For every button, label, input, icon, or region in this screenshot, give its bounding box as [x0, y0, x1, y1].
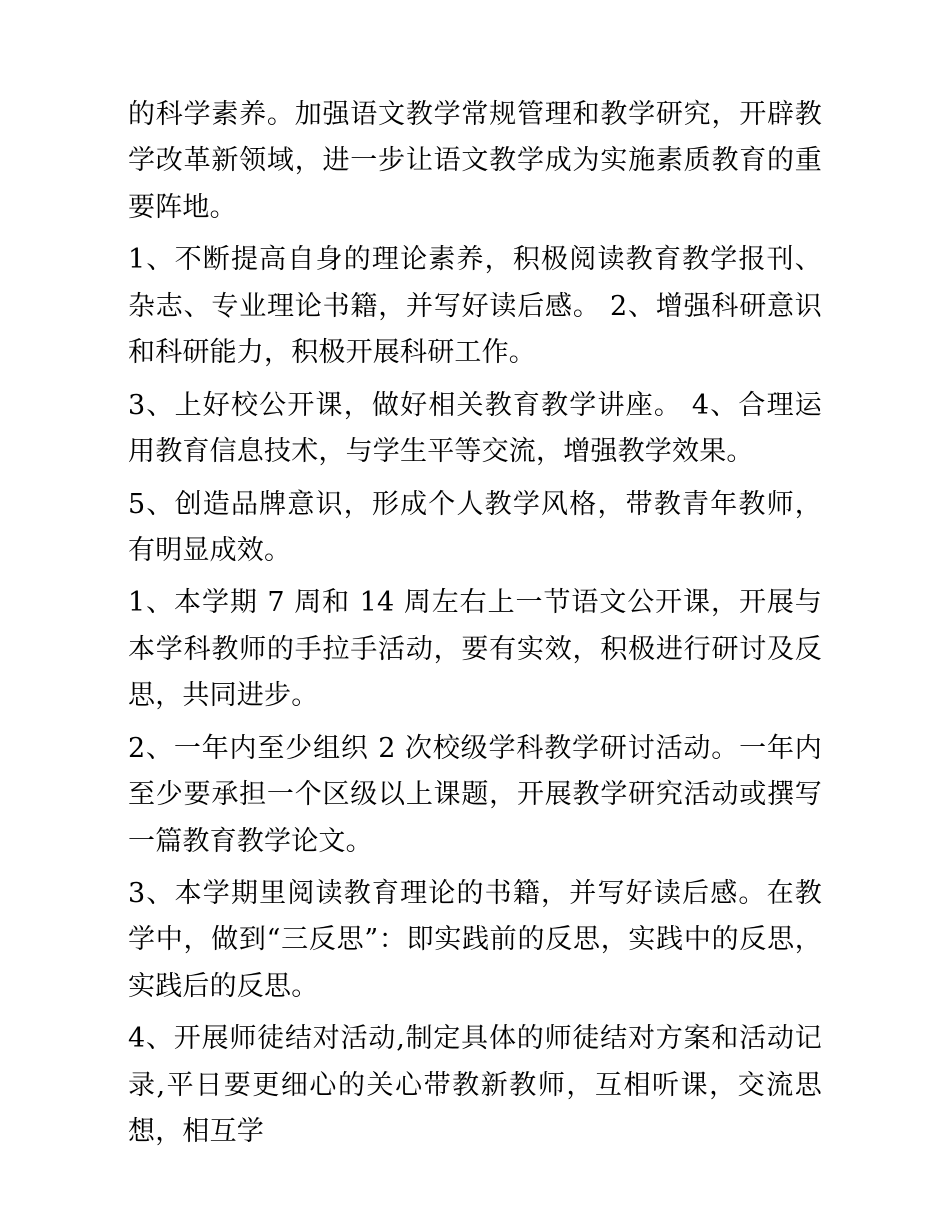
paragraph: 3、本学期里阅读教育理论的书籍，并写好读后感。在教学中，做到“三反思”：即实践前的反思，实践中的反思，实践后的反思。 — [128, 878, 822, 1002]
paragraph: 2、一年内至少组织 2 次校级学科教学研讨活动。一年内至少要承担一个区级以上课题，开展教学研究活动或撰写一篇教育教学论文。 — [128, 732, 822, 857]
paragraph: 4、开展师徒结对活动,制定具体的师徒结对方案和活动记录,平日要更细心的关心带教新教师，互相听课，交流思想，相互学 — [128, 1023, 822, 1148]
paragraph: 3、上好校公开课，做好相关教育教学讲座。 4、合理运用教育信息技术，与学生平等交流，增强教学效果。 — [128, 389, 822, 468]
paragraph: 1、不断提高自身的理论素养，积极阅读教育教学报刊、杂志、专业理论书籍，并写好读后感。 2、增强科研意识和科研能力，积极开展科研工作。 — [128, 244, 822, 369]
paragraph: 的科学素养。加强语文教学常规管理和教学研究，开辟教学改革新领域，进一步让语文教学成为实施素质教育的重要阵地。 — [128, 99, 822, 223]
document-body — [128, 92, 822, 1156]
paragraph: 5、创造品牌意识，形成个人教学风格，带教青年教师，有明显成效。 — [128, 488, 822, 566]
paragraph: 1、本学期 7 周和 14 周左右上一节语文公开课，开展与本学科教师的手拉手活动，要有实效，积极进行研讨及反思，共同进步。 — [128, 587, 822, 712]
